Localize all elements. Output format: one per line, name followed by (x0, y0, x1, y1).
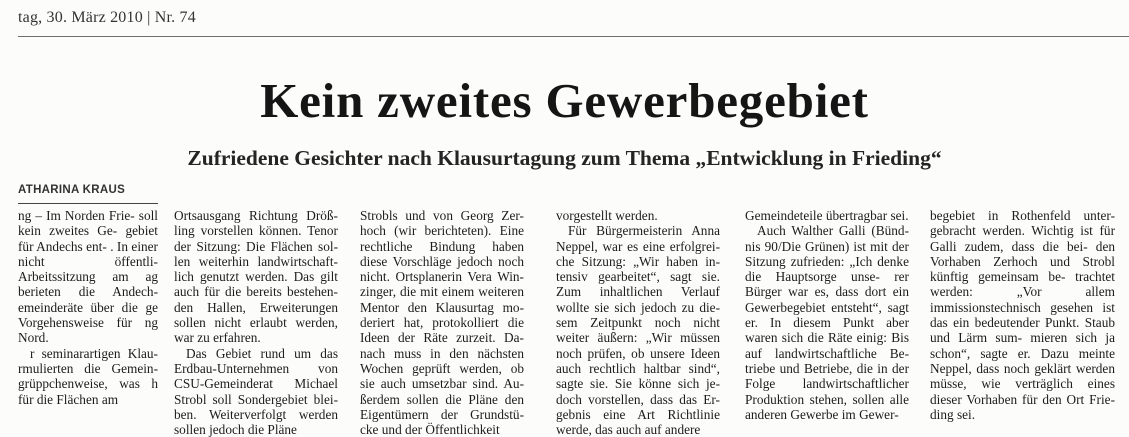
column-2-paragraph-1: Ortsausgang Richtung Dröß- ling vorstellen können. Tenor der Sitzung: Die Flächen sol- len weiterhin landwirtschaft- lich genutzt werden. Das gilt auch für die bereits bestehen- den Hallen, Erweiterungen sollen nicht erlaubt werden, war zu erfahren. (174, 208, 338, 346)
article-column-6 (930, 208, 1115, 423)
subheadline: Zufriedene Gesichter nach Klausurtagung zum Thema „Entwicklung in Frieding“ (187, 146, 942, 170)
column-5-paragraph-1: Gemeindeteile übertragbar sei. (745, 208, 909, 223)
column-3-paragraph-1: Strobls und von Georg Zer- hoch (wir berichteten). Eine rechtliche Bindung haben diese Vorschläge jedoch noch nicht. Ortsplanerin Vera Win- zinger, die mit einem weiteren Mentor den Klausurtag mo- deriert hat, protokolliert die Ideen der Räte zurzeit. Da- nach muss in den nächsten Wochen geprüft werden, ob sie auch umsetzbar sind. Au- ßerdem sollen die Pläne den Eigentümern der Grundstü- cke und der Öffentlichkeit (360, 208, 524, 437)
article-column-1 (18, 208, 158, 423)
column-1-paragraph-2: r seminarartigen Klau- rmulierten die Gemein- grüppchenweise, was h für die Flächen am (18, 345, 158, 407)
masthead-rule (18, 36, 1129, 37)
column-4-paragraph-2: Für Bürgermeisterin Anna Neppel, war es eine erfolgrei- che Sitzung: „Wir haben in- tensiv gearbeitet“, sagt sie. Zum inhaltlichen Verlauf wollte sie sich jedoch zu die- sem Zeitpunkt noch nicht weiter äußern: „Wir müssen noch prüfen, ob unsere Ideen auch rechtlich haltbar sind“, sagte sie. Sie könne sich je- doch vorstellen, dass das Er- gebnis eine Art Richtlinie werde, das auch auf andere (556, 223, 720, 437)
column-4-paragraph-1: vorgestellt werden. (556, 208, 658, 223)
headline: Kein zweites Gewerbegebiet (260, 73, 869, 128)
column-2-paragraph-2: Das Gebiet rund um das Erdbau-Unternehmen von CSU-Gemeinderat Michael Strobl soll Sondergebiet blei- ben. Weiterverfolgt werden sollen jedoch die Pläne (174, 345, 338, 437)
article-column-3 (360, 208, 524, 437)
byline-rule (18, 203, 158, 204)
article-column-4 (556, 208, 720, 437)
masthead: tag, 30. März 2010 | Nr. 74 (18, 9, 196, 26)
column-6-paragraph-1: begebiet in Rothenfeld unter- gebracht werden. Wichtig ist für Galli zudem, dass die bei- den Vorhaben Zerhoch und Strobl künftig gemeinsam be- trachtet werden: „Vor allem immissionstechnisch gesehen ist das ein bedeutender Punkt. Staub und Lärm sum- mieren sich ja schon“, sagte er. Dazu meinte Neppel, dass noch geklärt werden müsse, wie verträglich eines dieser Vorhaben für den Ort Frie- ding sei. (930, 208, 1115, 422)
byline: ATHARINA KRAUS (18, 184, 126, 196)
column-1-paragraph-1: ng – Im Norden Frie- soll kein zweites Ge- gebiet für Andechs ent- . In einer nicht öffentli- Arbeitssitzung am ag berieten die Andech- emeinderäte über die ge Vorgehensweise für ng Nord. (18, 208, 158, 346)
article-column-5 (745, 208, 909, 423)
article-column-2 (174, 208, 338, 437)
column-5-paragraph-2: Auch Walther Galli (Bünd- nis 90/Die Grünen) ist mit der Sitzung zufrieden: „Ich denke die Hauptsorge unse- rer Bürger war es, dass dort ein Gewerbegebiet entsteht“, sagt er. In diesem Punkt aber waren sich die Räte einig: Bis auf landwirtschaftliche Be- triebe und Betriebe, die in der Folge landwirtschaftlicher Produktion stehen, sollen alle anderen Gewerbe im Gewer- (745, 223, 909, 422)
